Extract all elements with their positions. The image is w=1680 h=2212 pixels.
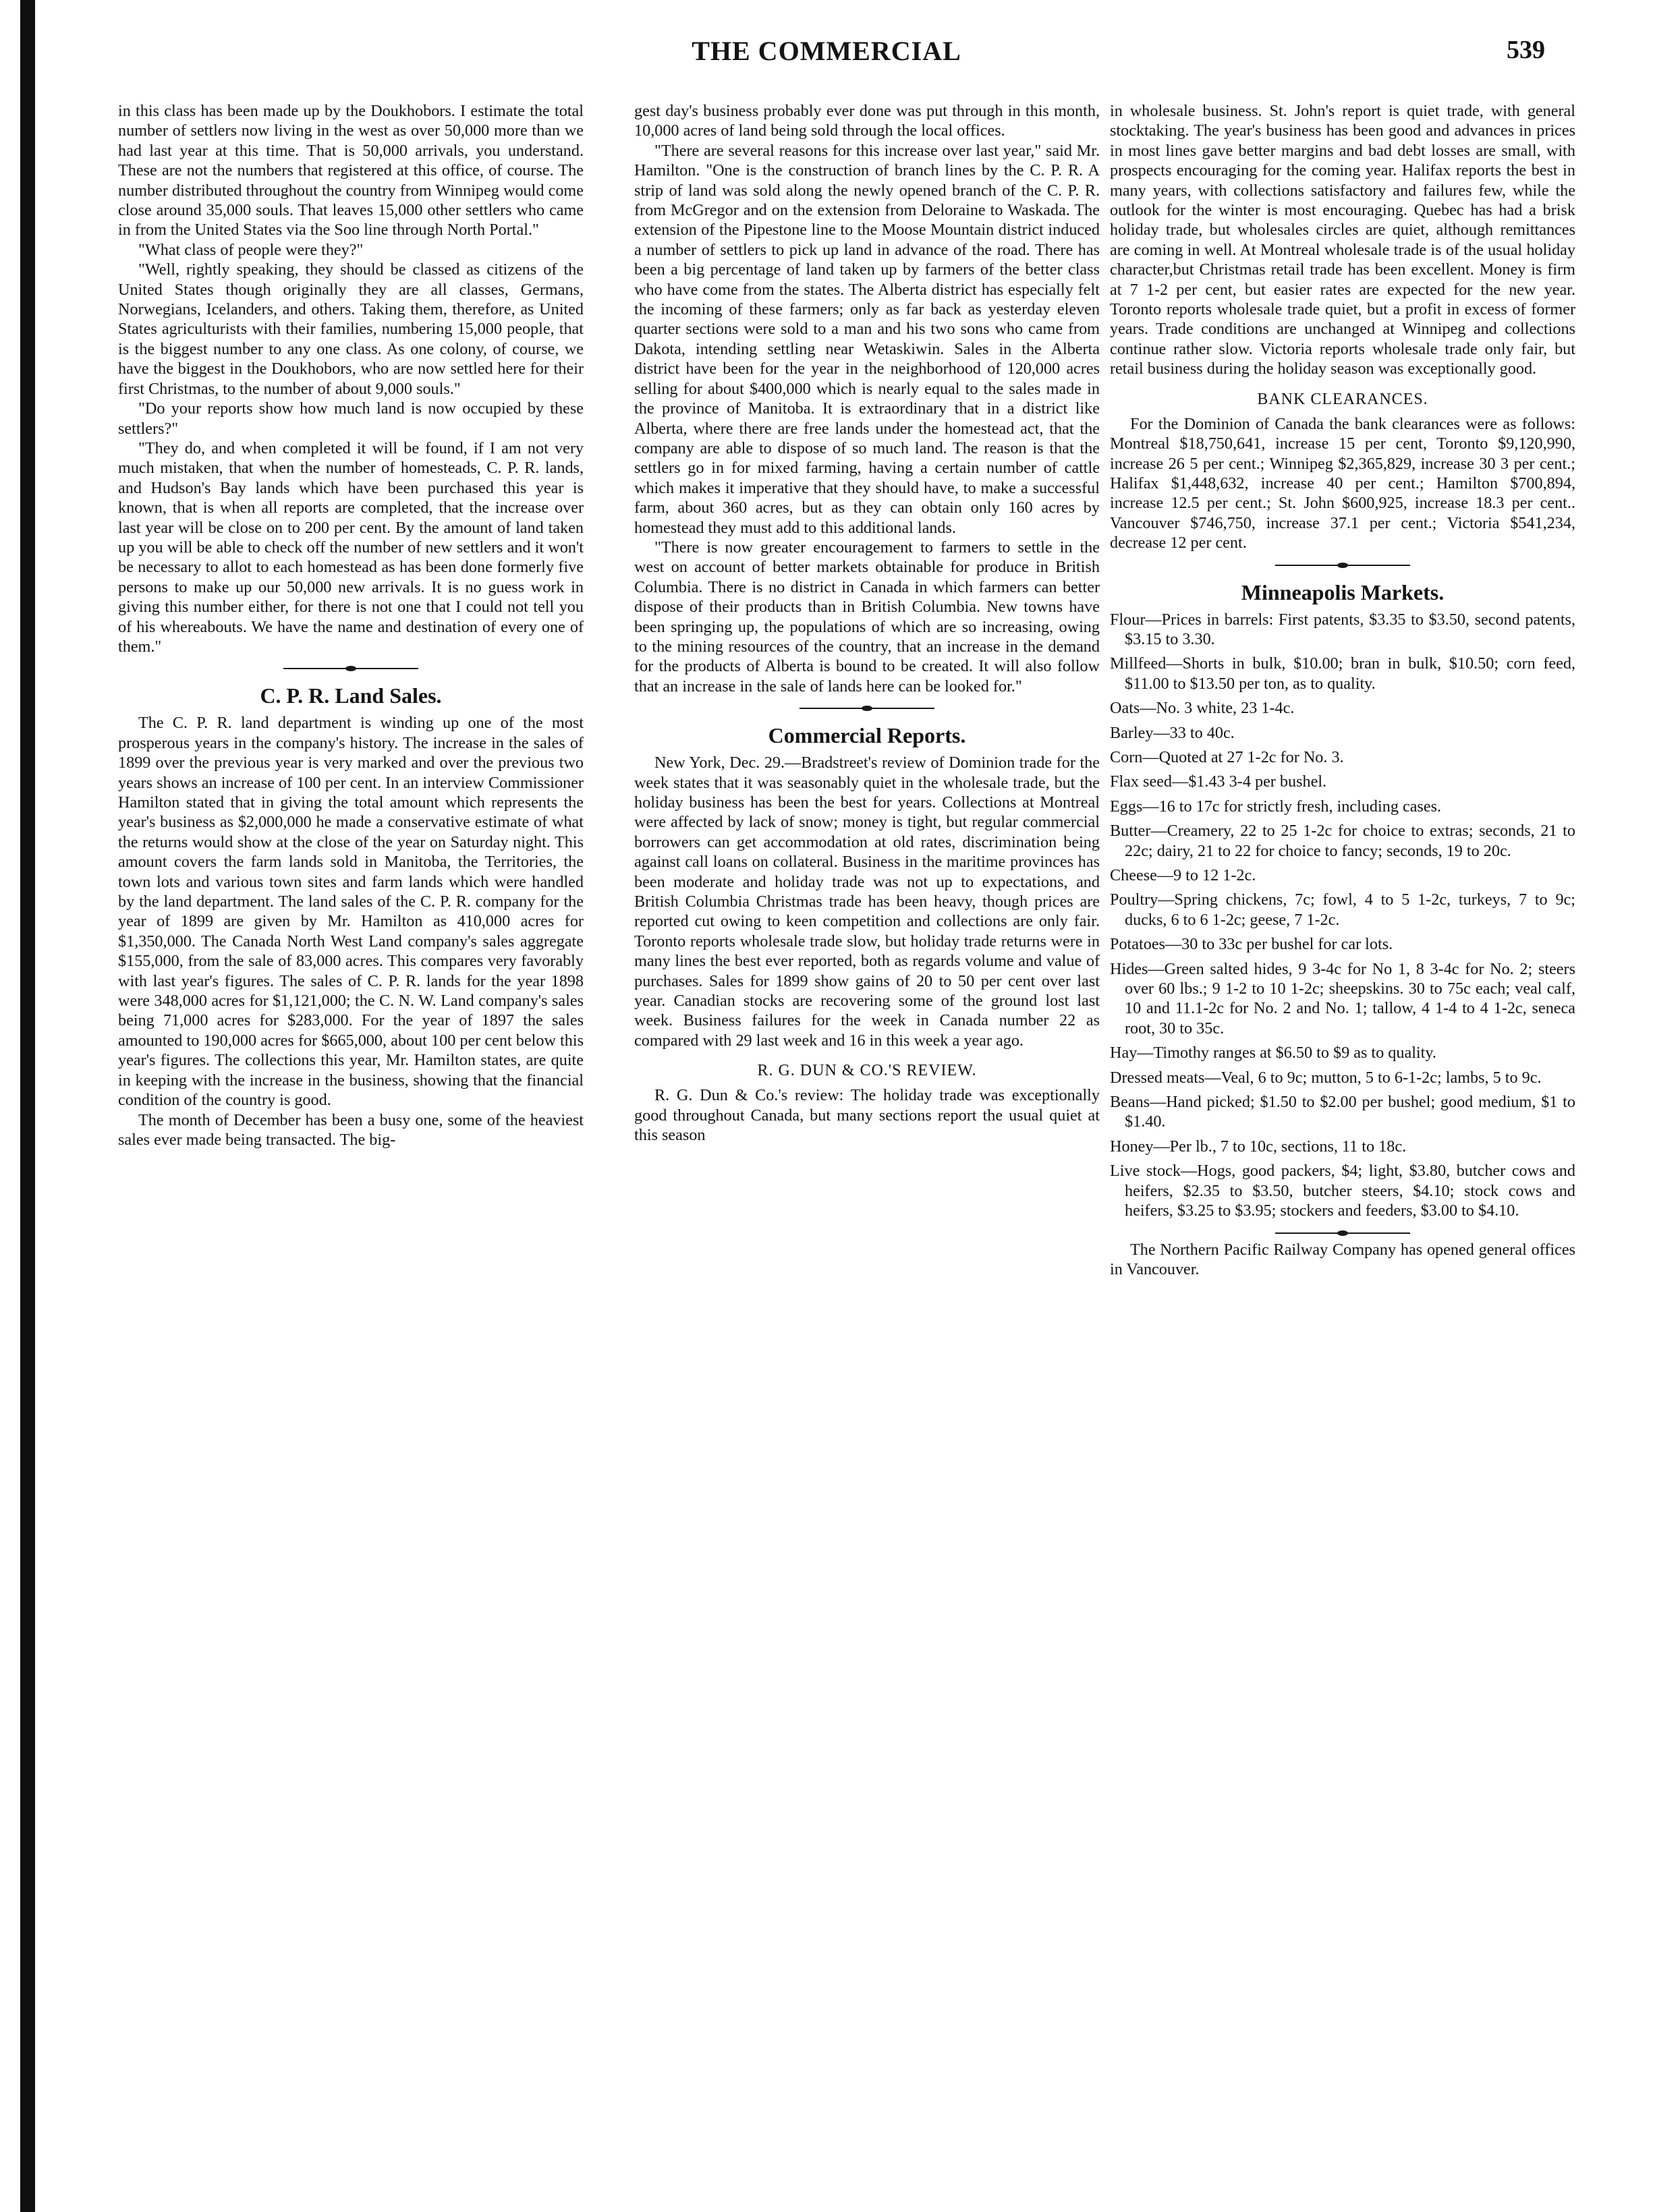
market-item: Flax seed—$1.43 3-4 per bushel. bbox=[1110, 772, 1327, 791]
paragraph: "There are several reasons for this increase over last year," said Mr. Hamilton. "One is the construction of branch lines by the C. P. R. A strip of land was sold along the newly opened branch of the C. P. R. from McGregor and on the extension from Deloraine to Waskada. The extension of the Pipestone line to the Moose Mountain district induced a number of settlers to pick up land in advance of the road. There has been a big percentage of land taken up by farmers of the better class who have come from the states. The Alberta district has especially felt the incoming of these farmers; only as far back as yesterday eleven quarter sections were sold to a man and his two sons who came from Dakota, intending settling near Wetaskiwin. Sales in the Alberta district have been for the year in the neighborhood of 120,000 acres selling for about $400,000 which is nearly equal to the sales made in the province of Manitoba. It is extraordinary that in a district like Alberta, where there are free lands under the homestead act, that the company are able to dispose of so much land. The reason is that the settlers go in for mixed farming, having a certain number of cattle which makes it imperative that they should have, to make a successful farm, about 360 acres, but as they can obtain only 160 acres by homestead they must add to this additional lands. bbox=[634, 141, 1100, 537]
market-item: Cheese—9 to 12 1-2c. bbox=[1110, 866, 1256, 884]
paragraph: "There is now greater encouragement to farmers to settle in the west on account of better markets obtainable for produce in British Columbia. There is no district in Canada in which farmers can better dispose of their products than in British Columbia. New towns have been springing up, the populations of which are so increasing, owing to the mining resources of the country, that an increase in the demand for the products of Alberta is bound to be created. It will also follow that an increase in the sale of lands here can be looked for." bbox=[634, 538, 1100, 696]
paragraph: gest day's business probably ever done was put through in this month, 10,000 acres of land being sold through the local offices. bbox=[634, 102, 1100, 140]
section-divider bbox=[283, 666, 418, 671]
market-item: Poultry—Spring chickens, 7c; fowl, 4 to 5 1-2c, turkeys, 7 to 9c; ducks, 6 to 6 1-2c; geese, 7 1-2c. bbox=[1110, 890, 1575, 929]
section-divider bbox=[800, 706, 934, 711]
paragraph: For the Dominion of Canada the bank clearances were as follows: Montreal $18,750,641, increase 15 per cent, Toronto $9,120,990, increase 26 5 per cent.; Winnipeg $2,365,829, increase 30 3 per cent.; Halifax $1,448,632, increase 40 per cent.; Hamilton $700,894, increase 12.5 per cent.; St. John $600,925, increase 18.3 per cent.. Vancouver $746,750, increase 37.1 per cent.; Victoria $541,234, decrease 12 per cent. bbox=[1110, 414, 1575, 552]
market-item: Dressed meats—Veal, 6 to 9c; mutton, 5 to 6-1-2c; lambs, 5 to 9c. bbox=[1110, 1068, 1542, 1087]
paragraph: R. G. Dun & Co.'s review: The holiday trade was exceptionally good throughout Canada, but many sections report the usual quiet at this season bbox=[634, 1086, 1100, 1145]
paragraph: "They do, and when completed it will be found, if I am not very much mistaken, that when the number of homesteads, C. P. R. lands, and Hudson's Bay lands which have been purchased this year is known, that is when all reports are completed, that the increase over last year will be close on to 200 per cent. By the amount of land taken up you will be able to check off the number of new settlers and it won't be necessary to allot to each homestead as has been done formerly five persons to make up our 50,000 new arrivals. It is no guess work in giving this number either, for there is not one that I could not tell you of his whereabouts. We have the name and destination of every one of them." bbox=[118, 438, 584, 656]
market-item: Hides—Green salted hides, 9 3-4c for No 1, 8 3-4c for No. 2; steers over 60 lbs.; 9 1-2 to 10 1-2c; sheepskins. 30 to 75c each; veal calf, 10 and 11.1-2c for No. 2 and No. 1; tallow, 4 1-4 to 4 1-2c, seneca root, 30 to 35c. bbox=[1110, 959, 1575, 1038]
article-heading: Commercial Reports. bbox=[768, 723, 966, 748]
market-item: Eggs—16 to 17c for strictly fresh, including cases. bbox=[1110, 797, 1442, 816]
section-divider bbox=[1275, 563, 1410, 568]
paragraph: The Northern Pacific Railway Company has opened general offices in Vancouver. bbox=[1110, 1240, 1575, 1278]
paragraph: "Well, rightly speaking, they should be classed as citizens of the United States though originally they are all classes, Germans, Norwegians, Icelanders, and others. Taking them, therefore, as United States agriculturists with their families, numbering 15,000 people, that is the biggest number to any one class. As one colony, of course, we have the biggest in the Doukhobors, who are now settled here for their first Christmas, to the number of about 9,000 souls." bbox=[118, 260, 584, 398]
paragraph: "Do your reports show how much land is now occupied by these settlers?" bbox=[118, 399, 584, 438]
market-item: Hay—Timothy ranges at $6.50 to $9 as to quality. bbox=[1110, 1044, 1436, 1062]
market-item: Oats—No. 3 white, 23 1-4c. bbox=[1110, 699, 1295, 718]
paragraph: in wholesale business. St. John's report is quiet trade, with general stocktaking. The year's business has been good and advances in prices in most lines gave better margins and bad debt losses are small, with prospects encouraging for the coming year. Halifax reports the best in many years, with collections satisfactory and failures few, while the outlook for the winter is most encouraging. Quebec has had a brisk holiday trade, but wholesales circles are quiet, although remittances are coming in well. At Montreal wholesale trade is of the usual holiday character,but Christmas retail trade has been excellent. Money is firm at 7 1-2 per cent, but easier rates are expected for the new year. Toronto reports wholesale trade quiet, but a profit in excess of former years. Trade conditions are unchanged at Winnipeg and collections continue rather slow. Victoria reports wholesale trade only fair, but retail business during the holiday season was exceptionally good. bbox=[1110, 102, 1575, 378]
page-binding-edge bbox=[20, 0, 35, 2212]
paragraph: The month of December has been a busy one, some of the heaviest sales ever made being transacted. The big- bbox=[118, 1110, 584, 1149]
market-item: Butter—Creamery, 22 to 25 1-2c for choice to extras; seconds, 21 to 22c; dairy, 21 to 22 for choice to fancy; seconds, 19 to 20c. bbox=[1110, 822, 1575, 860]
page-header bbox=[108, 35, 1545, 76]
paragraph: "What class of people were they?" bbox=[138, 240, 364, 259]
market-item: Millfeed—Shorts in bulk, $10.00; bran in bulk, $10.50; corn feed, $11.00 to $13.50 per ton, as to quality. bbox=[1110, 654, 1575, 693]
market-item: Barley—33 to 40c. bbox=[1110, 723, 1235, 742]
column-3 bbox=[1110, 101, 1575, 1279]
column-2 bbox=[634, 101, 1100, 1145]
section-divider bbox=[1275, 1230, 1410, 1236]
market-item: Flour—Prices in barrels: First patents, $3.35 to $3.50, second patents, $3.15 to 3.30. bbox=[1110, 610, 1575, 648]
article-subheading: R. G. DUN & CO.'S REVIEW. bbox=[757, 1062, 977, 1080]
market-item: Honey—Per lb., 7 to 10c, sections, 11 to 18c. bbox=[1110, 1137, 1407, 1156]
market-item: Live stock—Hogs, good packers, $4; light, $3.80, butcher cows and heifers, $2.35 to $3.50, butcher steers, $4.10; stock cows and heifers, $3.25 to $3.95; stockers and feeders, $3.00 to $4.10. bbox=[1110, 1162, 1575, 1220]
publication-title: THE COMMERCIAL bbox=[692, 36, 961, 66]
article-heading: Minneapolis Markets. bbox=[1241, 579, 1445, 604]
column-1 bbox=[118, 101, 584, 1150]
article-heading: C. P. R. Land Sales. bbox=[260, 683, 442, 708]
paragraph: in this class has been made up by the Doukhobors. I estimate the total number of settlers now living in the west as over 50,000 more than we had last year at this time. That is 50,000 arrivals, you understand. These are not the numbers that registered at this office, of course. The number distributed throughout the country from Winnipeg would come close around 35,000 souls. That leaves 15,000 other settlers who came in from the United States via the Soo line through North Portal." bbox=[118, 102, 584, 239]
paragraph: The C. P. R. land department is winding up one of the most prosperous years in the company's history. The increase in the sales of 1899 over the previous year is very marked and over the previous two years shows an increase of 100 per cent. In an interview Commissioner Hamilton stated that in giving the total amount which represents the year's business as $2,000,000 he made a conservative estimate of what the returns would show at the close of the year on Saturday night. This amount covers the farm lands sold in Manitoba, the Territories, the town lots and various town sites and farm lands which were handled by the land department. The land sales of the C. P. R. company for the year of 1899 are given by Mr. Hamilton as 410,000 acres for $1,350,000. The Canada North West Land company's sales aggregate $155,000, from the sale of 83,000 acres. This compares very favorably with last year's figures. The sales of C. P. R. lands for the year 1898 were 348,000 acres for $1,121,000; the C. N. W. Land company's sales being 71,000 acres for $283,000. For the year of 1897 the sales amounted to 190,000 acres for $665,000, about 100 per cent below this year's figures. The collections this year, Mr. Hamilton states, are quite in keeping with the increase in the business, showing that the financial condition of the country is good. bbox=[118, 714, 584, 1110]
article-subheading: BANK CLEARANCES. bbox=[1257, 390, 1428, 408]
market-item: Potatoes—30 to 33c per bushel for car lots. bbox=[1110, 935, 1393, 954]
market-item: Corn—Quoted at 27 1-2c for No. 3. bbox=[1110, 747, 1344, 766]
page-number: 539 bbox=[1507, 36, 1545, 64]
paragraph: New York, Dec. 29.—Bradstreet's review of Dominion trade for the week states that it was seasonably quiet in the wholesale trade, but the holiday business has been the best for years. Collections at Montreal were affected by lack of snow; money is tight, but regular commercial borrowers can get accommodation at old rates, discrimination being against call loans on collateral. Business in the maritime provinces has been moderate and holiday trade was not up to expectations, and British Columbia Christmas trade has been heavy, though prices are reported cut owing to keen competition and collections are only fair. Toronto reports wholesale trade slow, but holiday trade returns were in many lines the best ever reported, both as regards volume and value of purchases. Sales for 1899 show gains of 20 to 50 per cent over last year. Canadian stocks are recovering some of the ground lost last week. Business failures for the week in Canada number 22 as compared with 29 last week and 16 in this week a year ago. bbox=[634, 754, 1100, 1050]
market-item: Beans—Hand picked; $1.50 to $2.00 per bushel; good medium, $1 to $1.40. bbox=[1110, 1093, 1575, 1131]
